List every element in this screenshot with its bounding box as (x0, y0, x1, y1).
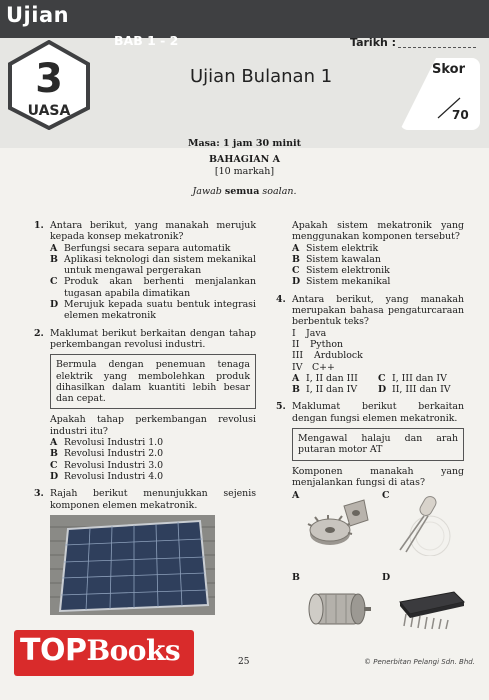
solar-panel-image (50, 515, 215, 615)
question-number: 5. (276, 401, 286, 413)
component-options (292, 490, 480, 640)
image-label-b: B (292, 572, 300, 584)
question-number: 2. (34, 327, 44, 339)
option-d[interactable]: D II, III dan IV (378, 384, 451, 396)
ujian-tag: Ujian (6, 3, 70, 27)
question-3 (34, 488, 256, 618)
badge-number: 3 (35, 56, 63, 102)
score-label: Skor (432, 62, 466, 77)
question-3-continued (276, 220, 464, 288)
instruction: Jawab semua soalan. (192, 186, 297, 197)
question-text: Maklumat berikut berkaitan dengan fungsi elemen mekatronik. (292, 401, 464, 424)
section-marks: [10 markah] (214, 166, 275, 177)
chapter-label: BAB 1 - 2 (114, 33, 179, 48)
option-a[interactable]: A Berfungsi secara separa automatik (50, 242, 231, 254)
question-prompt: Apakah tahap perkembangan revolusi industri itu? (50, 414, 256, 437)
question-1 (34, 220, 256, 322)
header-bar (0, 0, 489, 38)
ic-chip-icon[interactable] (396, 584, 466, 630)
info-box: Bermula dengan penemuan tenaga elektrik yang membolehkan produk dihasilkan dalam kuantiti lebih besar dan cepat. (50, 354, 256, 409)
option-d[interactable]: D Revolusi Industri 4.0 (50, 470, 164, 482)
question-2 (34, 328, 256, 483)
option-b[interactable]: B I, II dan IV (292, 384, 358, 396)
option-c[interactable]: C I, III dan IV (378, 372, 447, 384)
question-number: 3. (34, 488, 44, 500)
option-c[interactable]: C Sistem elektronik (292, 265, 390, 277)
question-prompt: Apakah sistem mekatronik yang menggunakan komponen tersebut? (292, 220, 464, 243)
gear-icon[interactable] (306, 496, 372, 552)
page-title: Ujian Bulanan 1 (190, 66, 333, 87)
question-4 (276, 294, 464, 396)
option-c[interactable]: C Produk akan berhenti menjalankan tugasan apabila dimatikan (50, 276, 256, 299)
question-number: 1. (34, 220, 44, 231)
led-icon[interactable] (396, 490, 466, 556)
option-d[interactable]: D Merujuk kepada suatu bentuk integrasi elemen mekatronik (50, 299, 256, 322)
question-5 (276, 401, 464, 640)
option-d[interactable]: D Sistem mekanikal (292, 276, 391, 288)
question-text: Maklumat berikut berkaitan dengan tahap perkembangan revolusi industri. (50, 327, 256, 350)
option-a[interactable]: A I, II dan III (292, 372, 358, 384)
time-allowed: Masa: 1 jam 30 minit (188, 138, 301, 149)
badge-label: UASA (27, 103, 71, 119)
statement-iv: IV C++ (292, 361, 335, 373)
right-column (276, 220, 464, 646)
section-heading: BAHAGIAN A (208, 154, 281, 165)
image-label-a: A (292, 490, 300, 502)
statement-iii: III Ardublock (292, 350, 363, 362)
option-b[interactable]: B Revolusi Industri 2.0 (50, 448, 164, 460)
date-label: Tarikh : (350, 36, 397, 49)
statement-i: I Java (292, 327, 327, 339)
logo-text: TOPBooks (20, 633, 181, 668)
date-field[interactable] (398, 47, 476, 48)
question-prompt: Komponen manakah yang menjalankan fungsi di atas? (292, 465, 464, 488)
question-text: Antara berikut, yang manakah merujuk kepada konsep mekatronik? (50, 220, 256, 243)
image-label-c: C (382, 490, 390, 502)
image-label-d: D (382, 572, 391, 584)
option-a[interactable]: A Revolusi Industri 1.0 (50, 437, 164, 449)
test-number-badge (8, 40, 90, 130)
publisher-credit: © Penerbitan Pelangi Sdn. Bhd. (364, 658, 475, 666)
option-b[interactable]: B Sistem kawalan (292, 253, 381, 265)
left-column (34, 220, 256, 624)
motor-icon[interactable] (306, 582, 372, 634)
page-number: 25 (238, 657, 250, 667)
question-number: 4. (276, 293, 286, 305)
option-c[interactable]: C Revolusi Industri 3.0 (50, 459, 164, 471)
question-text: Antara berikut, yang manakah merupakan bahasa pengaturcaraan berbentuk teks? (292, 293, 464, 328)
question-text: Rajah berikut menunjukkan sejenis komponen elemen mekatronik. (50, 488, 256, 511)
option-a[interactable]: A Sistem elektrik (292, 242, 379, 254)
score-max: 70 (452, 108, 469, 122)
info-box: Mengawal halaju dan arah putaran motor AT (292, 428, 464, 461)
option-b[interactable]: B Aplikasi teknologi dan sistem mekanikal untuk mengawal pergerakan (50, 253, 256, 277)
statement-ii: II Python (292, 338, 344, 350)
